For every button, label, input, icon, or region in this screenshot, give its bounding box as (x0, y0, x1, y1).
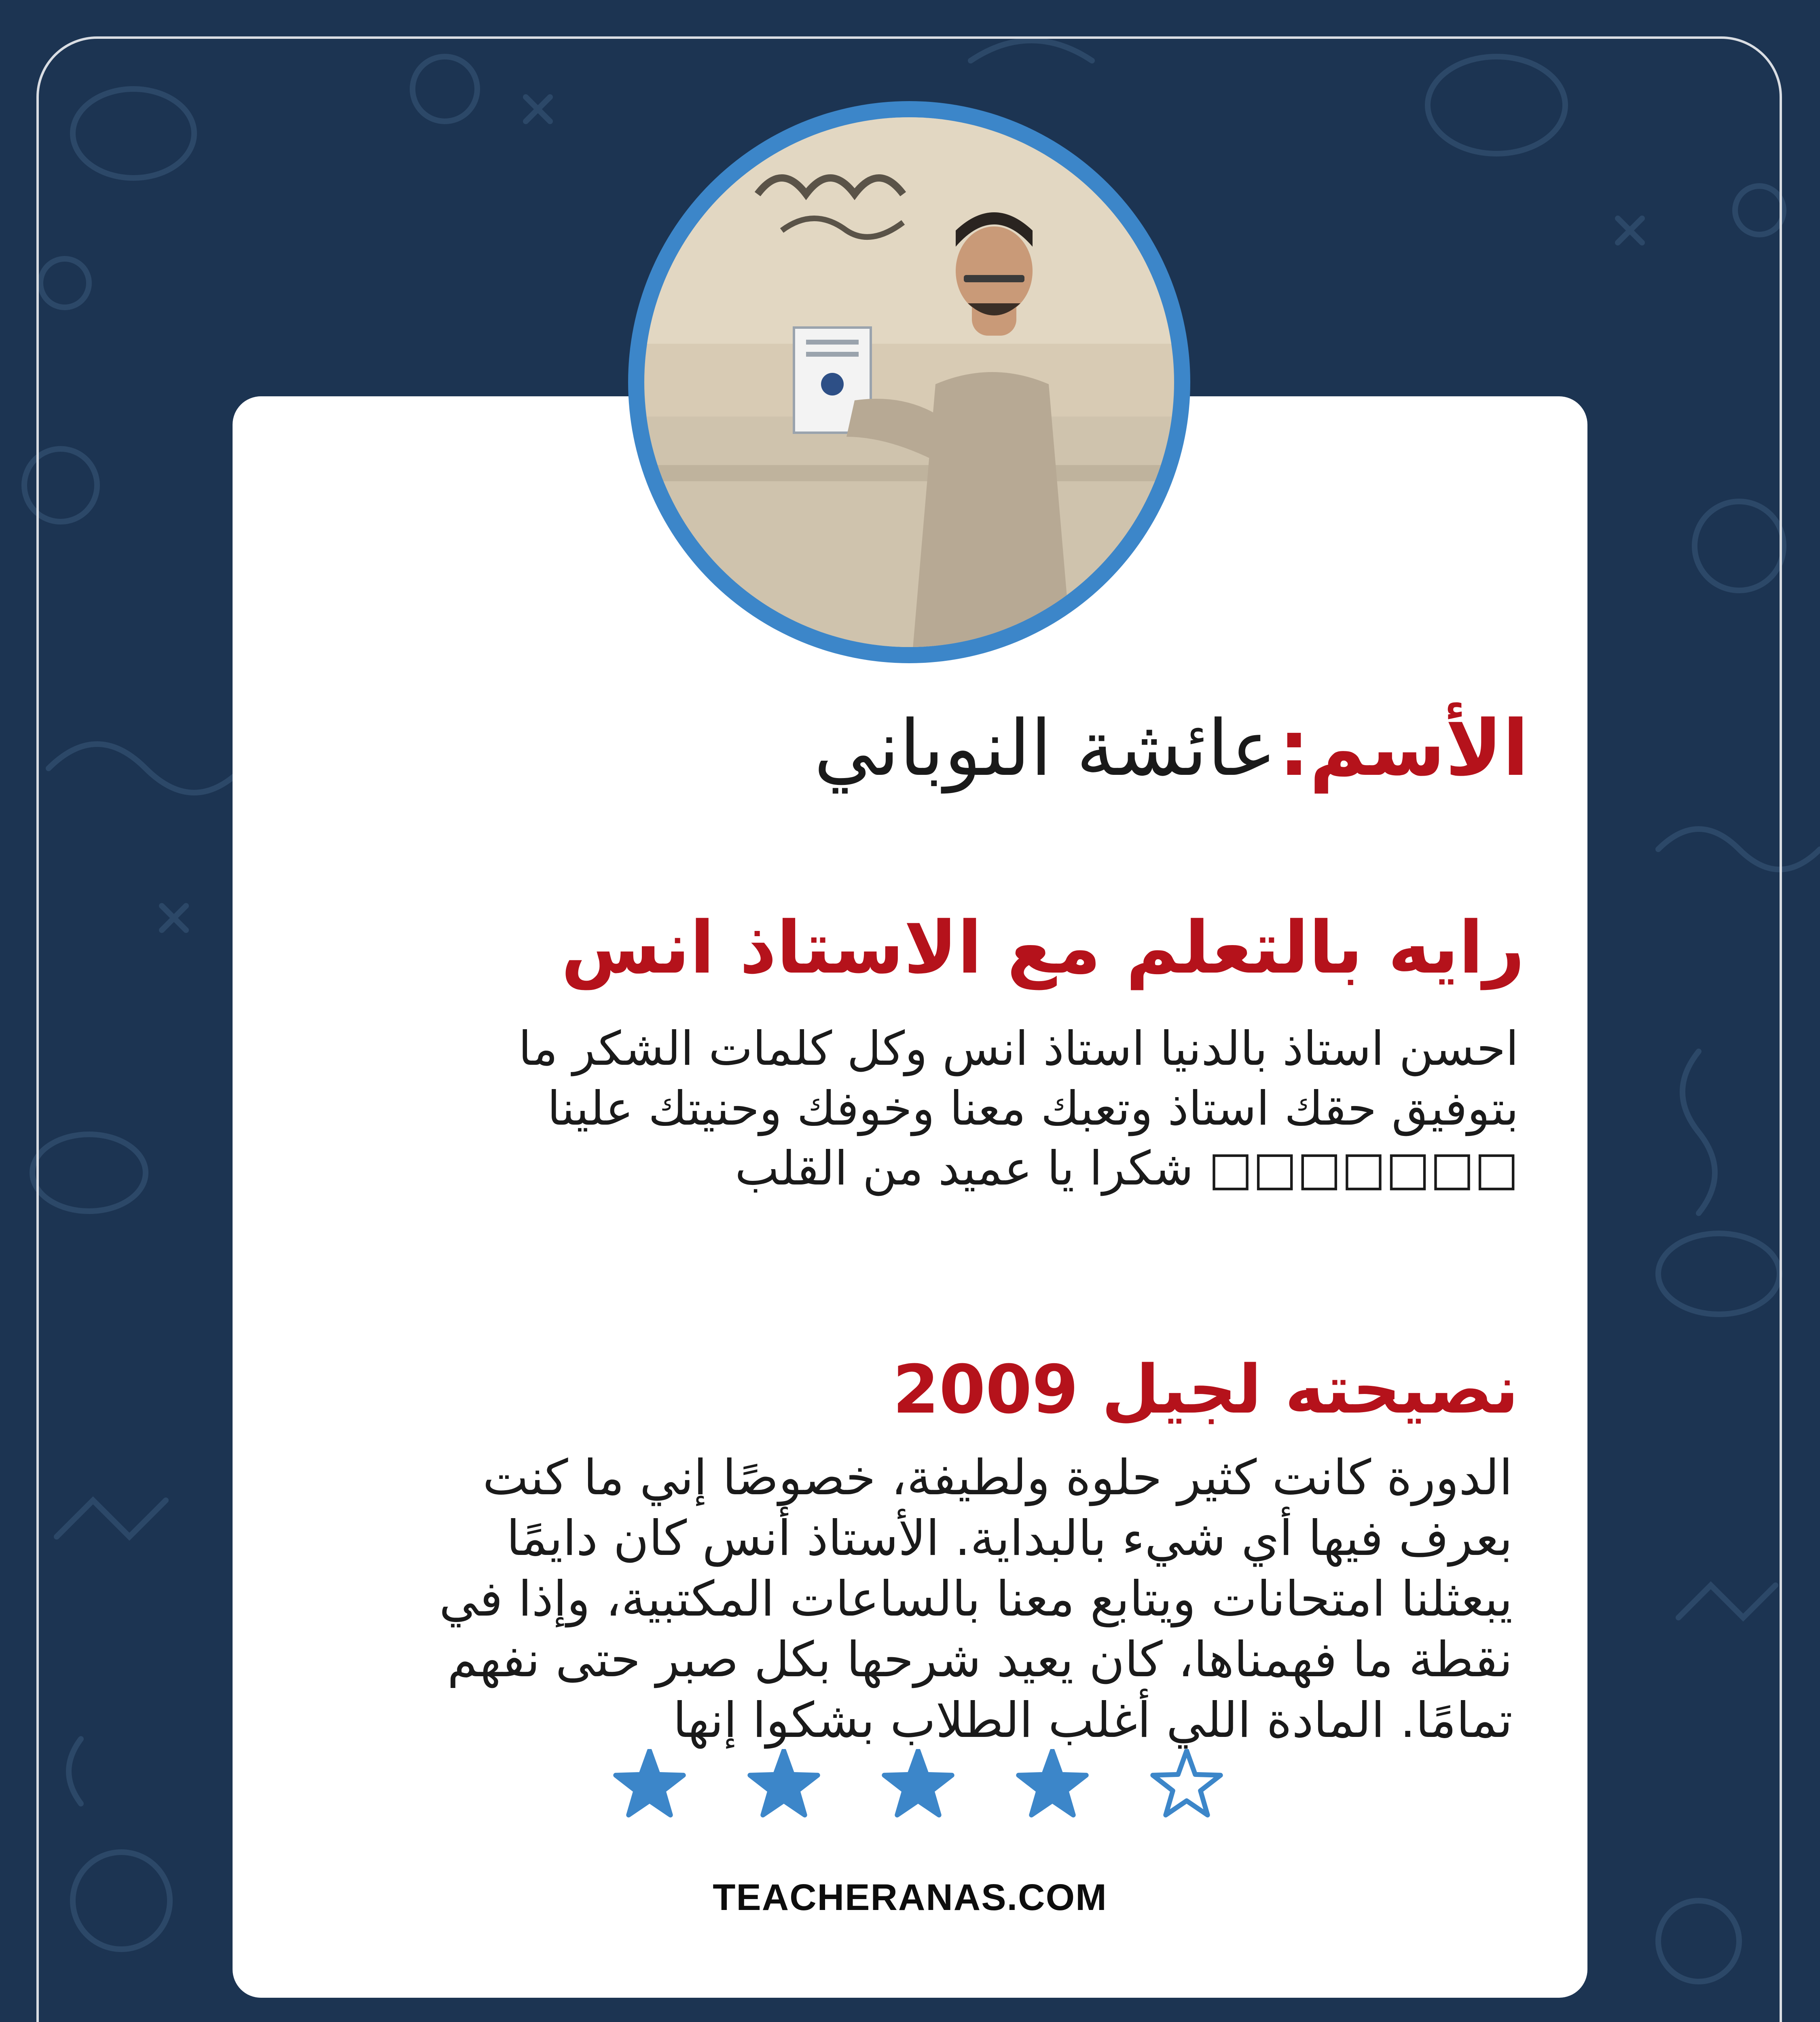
website-url: TEACHERANAS.COM (713, 1877, 1107, 1918)
star-icon-filled (750, 1751, 817, 1815)
advice-text: الدورة كانت كثير حلوة ولطيفة، خصوصًا إني ما كنت بعرف فيها أي شيء بالبداية. الأستاذ أنس كان دايمًا يبعثلنا امتحانات ويتابع معنا بالساعات المكتبية، وإذا في نقطة ما فهمناها، كان يعيد شرحها بكل صبر حتى نفهم تمامًا. المادة اللي أغلب الطلاب بشكوا إنها (439, 1450, 1513, 1749)
star-icon-empty (1153, 1751, 1220, 1815)
star-icon-filled (616, 1751, 683, 1815)
name-label: الأسم: (1278, 704, 1529, 793)
student-name-row (814, 704, 1529, 793)
star-rating (582, 1749, 1254, 1822)
advice-heading: نصيحته لجيل 2009 (893, 1351, 1519, 1428)
star-icon-filled (884, 1751, 952, 1815)
avatar-photo (628, 101, 1190, 663)
student-name: عائشة النوباني (814, 704, 1277, 793)
avatar (628, 101, 1190, 663)
star-icon-filled (1018, 1751, 1086, 1815)
opinion-heading: رايه بالتعلم مع الاستاذ انس (561, 906, 1525, 990)
opinion-text: احسن استاذ بالدنيا استاذ انس وكل كلمات الشكر ما بتوفيق حقك استاذ وتعبك معنا وخوفك وحنيتك علينا □□□□□□□ شكرا يا عميد من القلب (518, 1022, 1519, 1196)
